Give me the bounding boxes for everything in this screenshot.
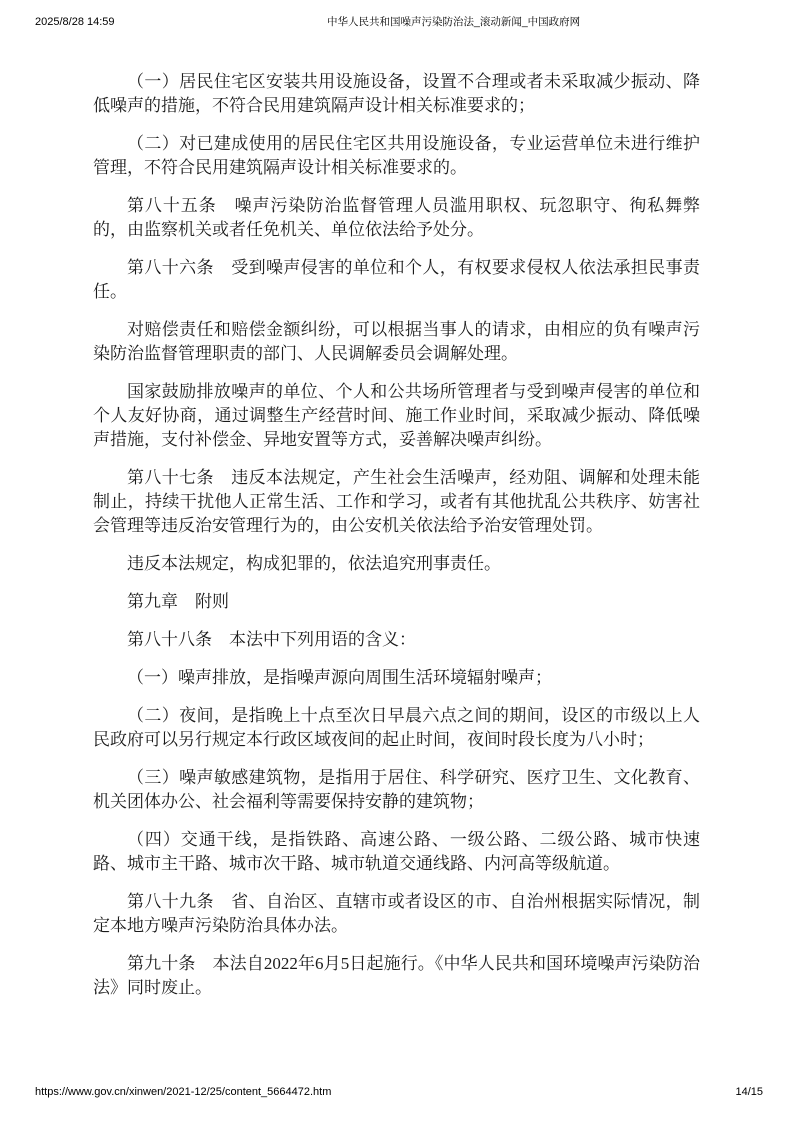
paragraph-article-87: 第八十七条 违反本法规定，产生社会生活噪声，经劝阻、调解和处理未能制止，持续干扰他人正常生活、工作和学习，或者有其他扰乱公共秩序、妨害社会管理等违反治安管理行为的，由公安机关依法给予治安管理处罚。	[93, 468, 700, 535]
paragraph-definition-4: （四）交通干线，是指铁路、高速公路、一级公路、二级公路、城市快速路、城市主干路、城市次干路、城市轨道交通线路、内河高等级航道。	[93, 830, 700, 873]
print-footer-url: https://www.gov.cn/xinwen/2021-12/25/content_5664472.htm	[35, 1086, 332, 1098]
document-body	[93, 70, 700, 1014]
print-header-datetime: 2025/8/28 14:59	[35, 16, 115, 28]
paragraph-article-86: 第八十六条 受到噪声侵害的单位和个人，有权要求侵权人依法承担民事责任。	[93, 258, 700, 301]
paragraph-criminal-liability: 违反本法规定，构成犯罪的，依法追究刑事责任。	[127, 554, 501, 573]
paragraph-item-2: （二）对已建成使用的居民住宅区共用设施设备，专业运营单位未进行维护管理，不符合民用建筑隔声设计相关标准要求的。	[93, 134, 700, 177]
paragraph-item-1: （一）居民住宅区安装共用设施设备，设置不合理或者未采取减少振动、降低噪声的措施，不符合民用建筑隔声设计相关标准要求的；	[93, 72, 700, 115]
paragraph-article-89: 第八十九条 省、自治区、直辖市或者设区的市、自治州根据实际情况，制定本地方噪声污染防治具体办法。	[93, 892, 700, 935]
print-footer-page-indicator: 14/15	[735, 1086, 763, 1098]
paragraph-article-90: 第九十条 本法自2022年6月5日起施行。《中华人民共和国环境噪声污染防治法》同时废止。	[93, 954, 700, 997]
paragraph-definition-3: （三）噪声敏感建筑物，是指用于居住、科学研究、医疗卫生、文化教育、机关团体办公、社会福利等需要保持安静的建筑物；	[93, 768, 700, 811]
print-header-document-title: 中华人民共和国噪声污染防治法_滚动新闻_中国政府网	[327, 16, 581, 28]
paragraph-definition-2: （二）夜间，是指晚上十点至次日早晨六点之间的期间，设区的市级以上人民政府可以另行规定本行政区域夜间的起止时间，夜间时段长度为八小时；	[93, 706, 700, 749]
paragraph-article-88: 第八十八条 本法中下列用语的含义：	[127, 630, 416, 649]
paragraph-definition-1: （一）噪声排放，是指噪声源向周围生活环境辐射噪声；	[127, 668, 552, 687]
paragraph-negotiation: 国家鼓励排放噪声的单位、个人和公共场所管理者与受到噪声侵害的单位和个人友好协商，通过调整生产经营时间、施工作业时间，采取减少振动、降低噪声措施，支付补偿金、异地安置等方式，妥善解决噪声纠纷。	[93, 382, 700, 449]
paragraph-article-85: 第八十五条 噪声污染防治监督管理人员滥用职权、玩忽职守、徇私舞弊的，由监察机关或者任免机关、单位依法给予处分。	[93, 196, 700, 239]
chapter-9-heading: 第九章 附则	[127, 592, 229, 611]
paragraph-compensation: 对赔偿责任和赔偿金额纠纷，可以根据当事人的请求，由相应的负有噪声污染防治监督管理职责的部门、人民调解委员会调解处理。	[93, 320, 700, 363]
